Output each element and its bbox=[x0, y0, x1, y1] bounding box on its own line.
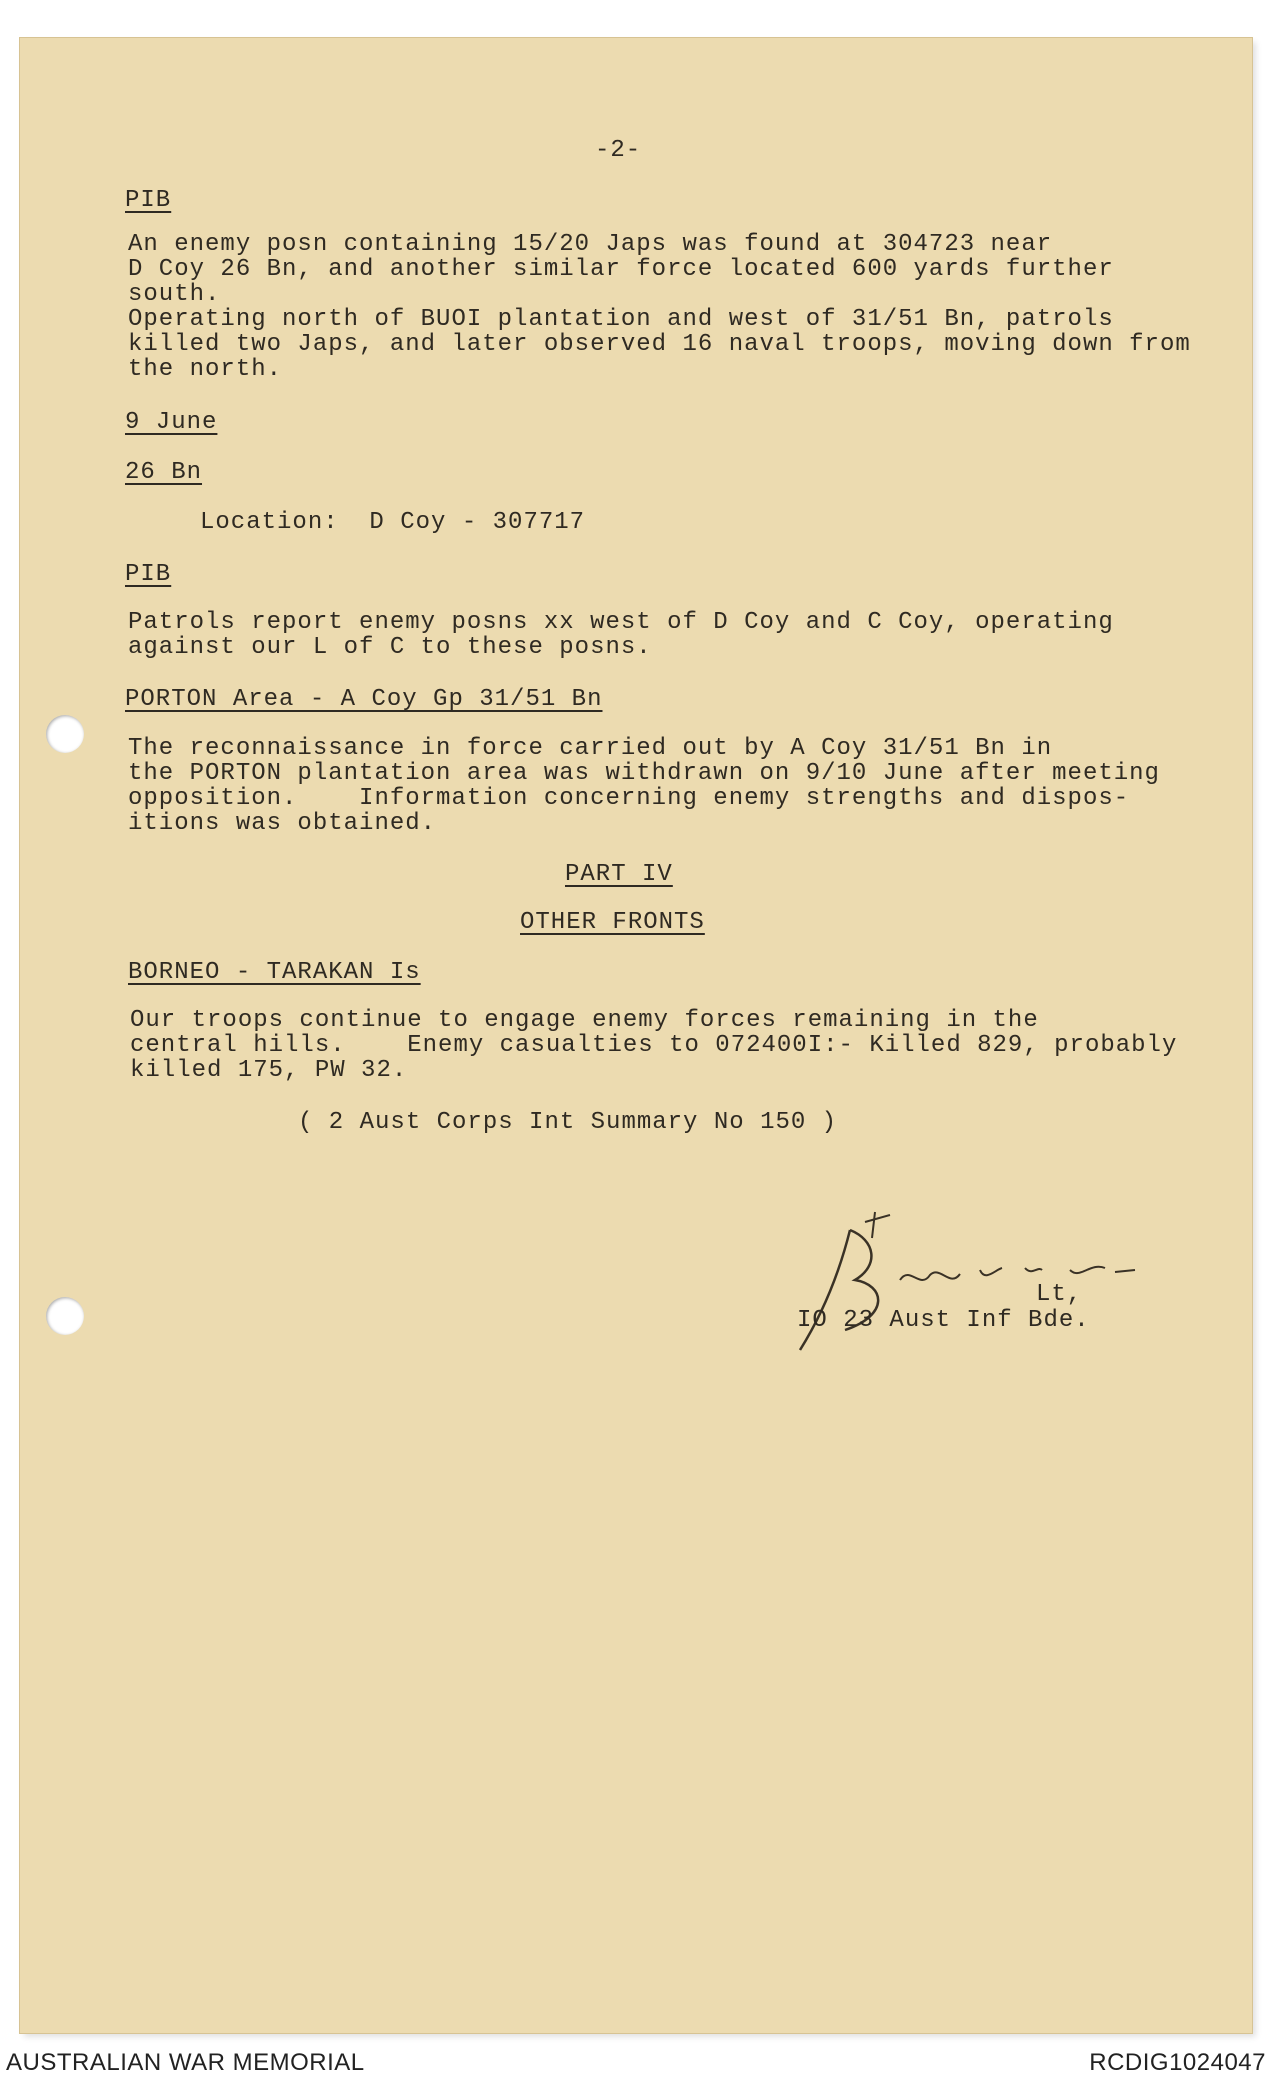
archive-credit: AUSTRALIAN WAR MEMORIAL bbox=[6, 2049, 365, 2076]
borneo-paragraph: Our troops continue to engage enemy forces remaining in the central hills. Enemy casualties to 072400I:- Killed 829, probably killed 175, PW 32. bbox=[130, 1007, 1178, 1084]
pib-paragraph-2: Operating north of BUOI plantation and west of 31/51 Bn, patrols killed two Japs, and later observed 16 naval troops, moving down from the north. bbox=[128, 306, 1191, 383]
other-fronts-heading: OTHER FRONTS bbox=[520, 909, 705, 936]
signature-title: IO 23 Aust Inf Bde. bbox=[797, 1307, 1090, 1334]
date-heading: 9 June bbox=[125, 409, 218, 436]
punch-hole bbox=[46, 715, 84, 753]
porton-paragraph: The reconnaissance in force carried out by A Coy 31/51 Bn in the PORTON plantation area was withdrawn on 9/10 June after meeting opposition. Information concerning enemy strengths and dispos- itions was obtained. bbox=[128, 735, 1160, 837]
part-heading: PART IV bbox=[565, 861, 673, 888]
source-reference: ( 2 Aust Corps Int Summary No 150 ) bbox=[298, 1109, 838, 1136]
archive-id: RCDIG1024047 bbox=[1089, 2049, 1266, 2076]
location-line: Location: D Coy - 307717 bbox=[200, 509, 586, 536]
handwritten-signature bbox=[780, 1210, 1160, 1360]
signature-rank: Lt, bbox=[1036, 1281, 1083, 1308]
page-number: -2- bbox=[595, 137, 642, 164]
punch-hole bbox=[46, 1297, 84, 1335]
pib-heading: PIB bbox=[125, 187, 172, 214]
pib-paragraph-1: An enemy posn containing 15/20 Japs was found at 304723 near D Coy 26 Bn, and another similar force located 600 yards further south. bbox=[128, 231, 1114, 308]
borneo-heading: BORNEO - TARAKAN Is bbox=[128, 959, 421, 986]
patrols-paragraph: Patrols report enemy posns xx west of D Coy and C Coy, operating against our L of C to these posns. bbox=[128, 609, 1114, 661]
porton-heading: PORTON Area - A Coy Gp 31/51 Bn bbox=[125, 686, 603, 713]
pib-heading-2: PIB bbox=[125, 561, 172, 588]
unit-heading: 26 Bn bbox=[125, 459, 203, 486]
